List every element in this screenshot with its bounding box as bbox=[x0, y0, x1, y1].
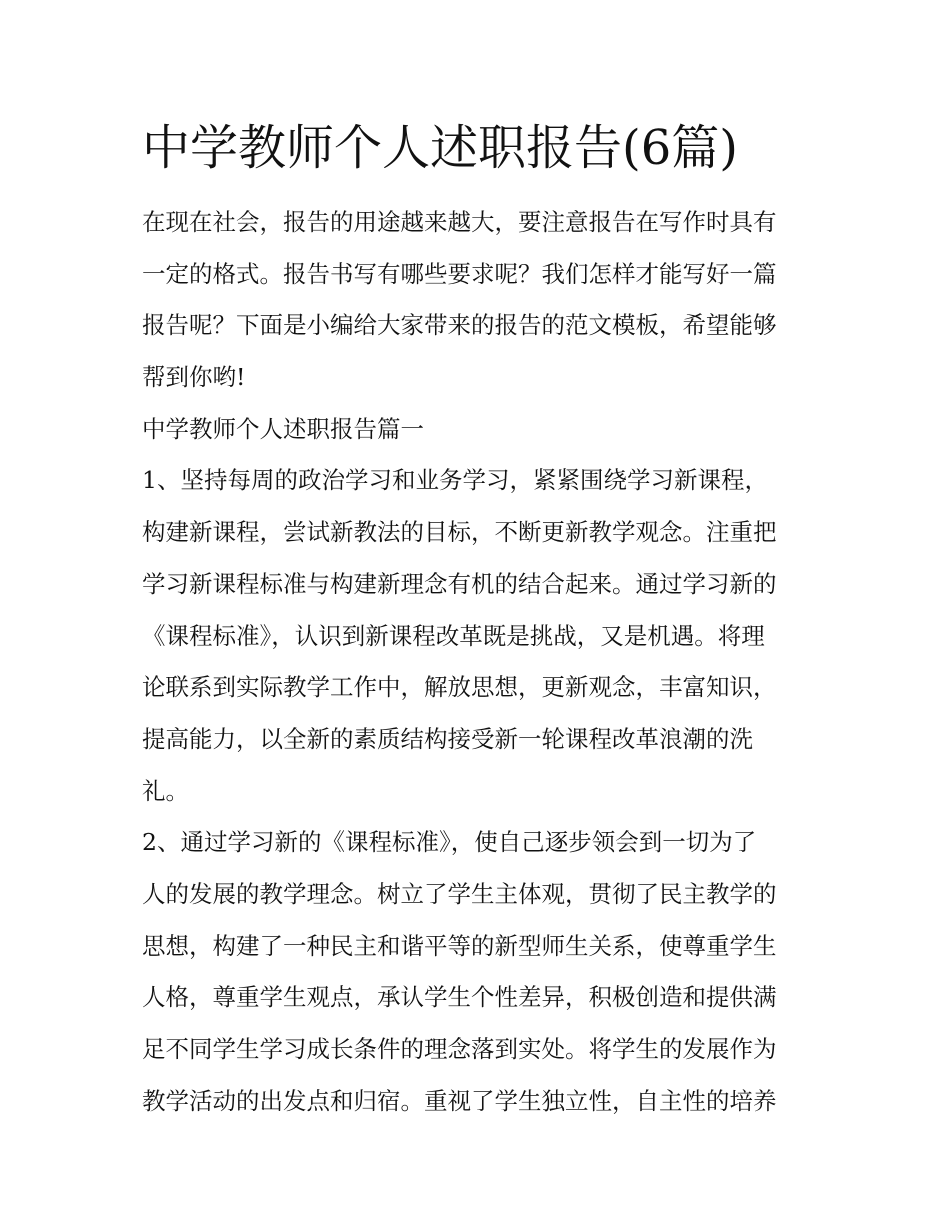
body-line-8: 学习新课程标准与构建新理念有机的结合起来。通过学习新的 bbox=[142, 569, 777, 598]
body-line-3: 报告呢？下面是小编给大家带来的报告的范文模板，希望能够 bbox=[142, 311, 777, 340]
body-line-18: 教学活动的出发点和归宿。重视了学生独立性，自主性的培养 bbox=[142, 1086, 777, 1115]
document-title: 中学教师个人述职报告(6篇) bbox=[142, 120, 738, 176]
body-line-12: 礼。 bbox=[142, 776, 189, 805]
body-line-15: 思想，构建了一种民主和谐平等的新型师生关系，使尊重学生 bbox=[142, 931, 777, 960]
body-line-4: 帮到你哟! bbox=[142, 363, 246, 392]
document-body bbox=[142, 197, 832, 1127]
section-heading: 中学教师个人述职报告篇一 bbox=[142, 414, 424, 443]
body-line-11: 提高能力，以全新的素质结构接受新一轮课程改革浪潮的洗 bbox=[142, 724, 753, 753]
body-line-7: 构建新课程，尝试新教法的目标，不断更新教学观念。注重把 bbox=[142, 518, 777, 547]
body-line-2: 一定的格式。报告书写有哪些要求呢？我们怎样才能写好一篇 bbox=[142, 259, 777, 288]
body-line-10: 论联系到实际教学工作中，解放思想，更新观念，丰富知识， bbox=[142, 673, 777, 702]
body-line-9: 《课程标准》，认识到新课程改革既是挑战，又是机遇。将理 bbox=[142, 621, 765, 650]
body-line-14: 人的发展的教学理念。树立了学生主体观，贯彻了民主教学的 bbox=[142, 879, 777, 908]
body-line-16: 人格，尊重学生观点，承认学生个性差异，积极创造和提供满 bbox=[142, 983, 777, 1012]
body-line-17: 足不同学生学习成长条件的理念落到实处。将学生的发展作为 bbox=[142, 1035, 777, 1063]
body-line-1: 在现在社会，报告的用途越来越大，要注意报告在写作时具有 bbox=[142, 208, 777, 236]
body-line-6: 1、坚持每周的政治学习和业务学习，紧紧围绕学习新课程， bbox=[142, 466, 768, 495]
body-line-13: 2、通过学习新的《课程标准》，使自己逐步领会到一切为了 bbox=[142, 828, 757, 857]
